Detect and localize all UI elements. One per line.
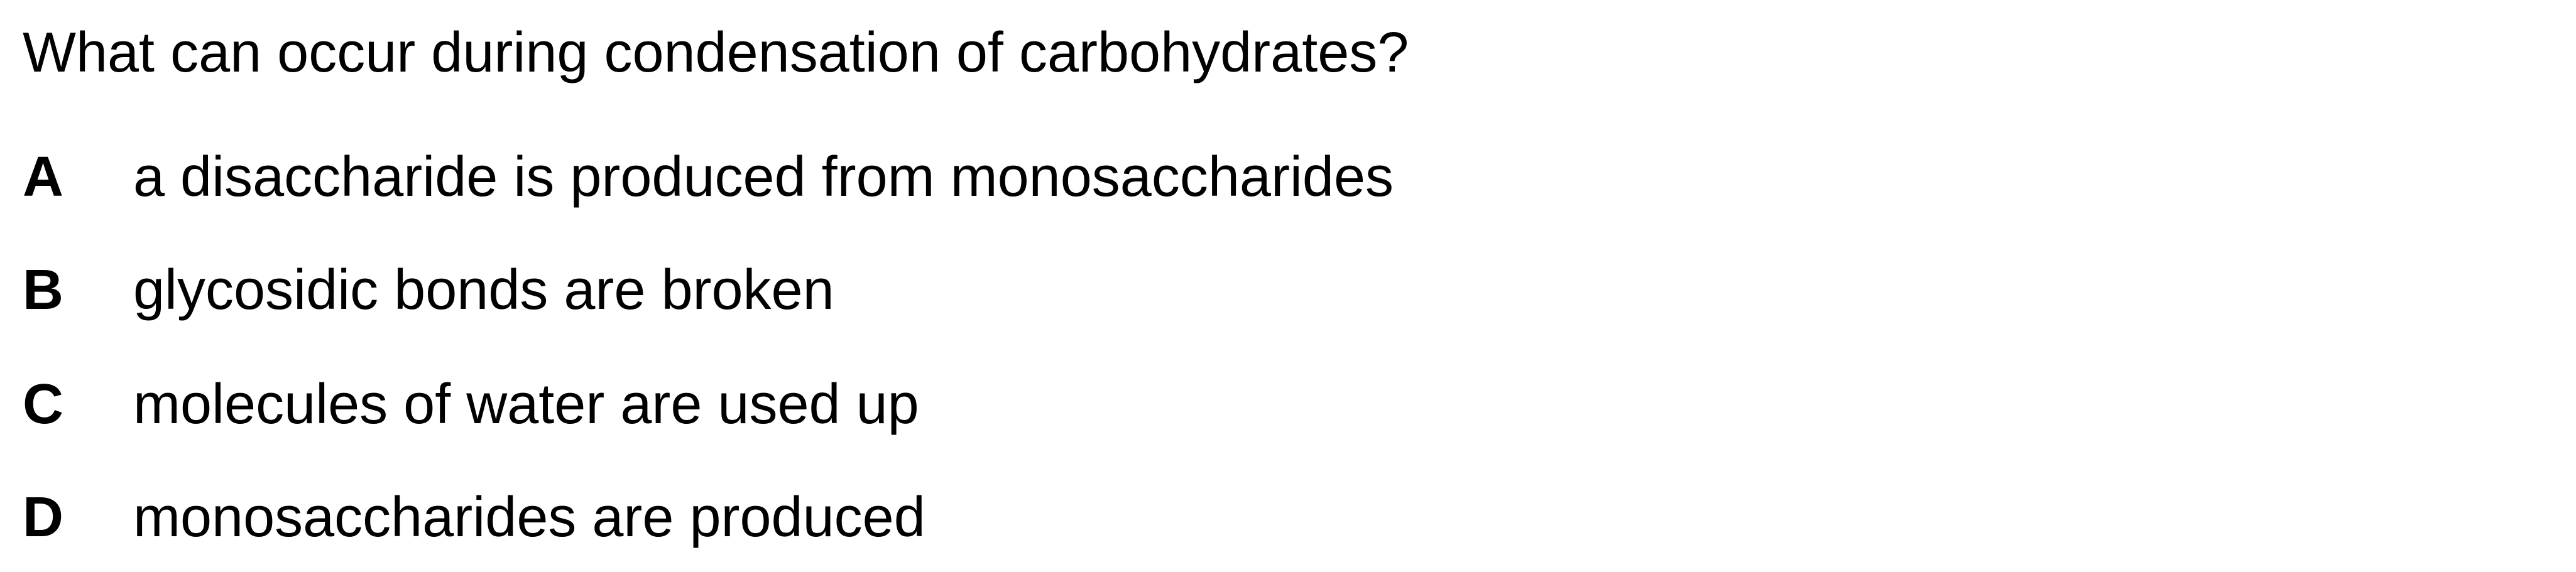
option-text: a disaccharide is produced from monosaccharides xyxy=(133,146,1394,208)
option-text: glycosidic bonds are broken xyxy=(133,259,834,321)
option-letter: C xyxy=(23,373,63,436)
option-text: molecules of water are used up xyxy=(133,373,919,436)
question-text: What can occur during condensation of carbohydrates? xyxy=(23,21,1409,84)
option-letter: D xyxy=(23,486,63,549)
option-text: monosaccharides are produced xyxy=(133,486,925,549)
option-letter: B xyxy=(23,259,63,321)
option-letter: A xyxy=(23,146,63,208)
